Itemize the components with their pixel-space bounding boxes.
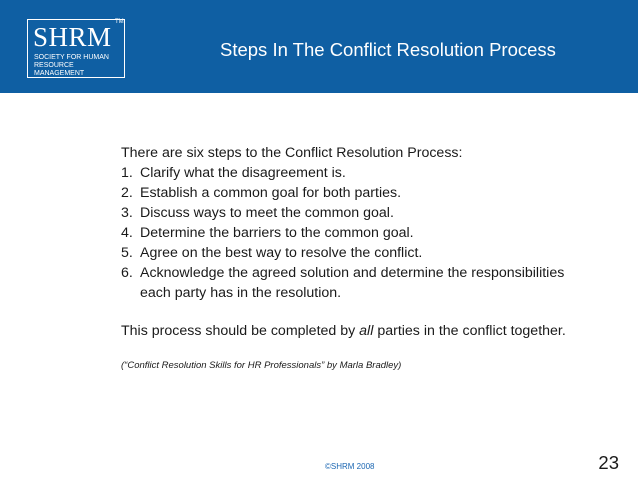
note-emphasis: all xyxy=(359,323,374,339)
logo-mark: SHRM xyxy=(33,22,112,52)
step-text: Determine the barriers to the common goal. xyxy=(140,225,414,241)
slide-body xyxy=(121,143,591,373)
logo-subtitle: SOCIETY FOR HUMAN RESOURCE MANAGEMENT xyxy=(34,54,109,77)
step-text: Clarify what the disagreement is. xyxy=(140,165,346,181)
source-citation: (“Conflict Resolution Skills for HR Professionals” by Marla Bradley) xyxy=(121,360,402,371)
step-text: Establish a common goal for both parties. xyxy=(140,185,402,201)
step-number: 2. xyxy=(121,185,133,201)
slide-header xyxy=(0,0,638,93)
step-item xyxy=(121,243,591,263)
step-number: 3. xyxy=(121,205,133,221)
step-item xyxy=(121,263,591,303)
trademark-symbol: TM xyxy=(115,19,124,25)
page-number: 23 xyxy=(598,452,619,473)
intro-text: There are six steps to the Conflict Resolution Process: xyxy=(121,145,463,161)
step-number: 4. xyxy=(121,225,133,241)
step-text: Agree on the best way to resolve the conflict. xyxy=(140,245,423,261)
step-item xyxy=(121,223,591,243)
step-number: 1. xyxy=(121,165,133,181)
step-text: Discuss ways to meet the common goal. xyxy=(140,205,394,221)
slide-title: Steps In The Conflict Resolution Process xyxy=(220,39,556,60)
step-number: 5. xyxy=(121,245,133,261)
step-item xyxy=(121,203,591,223)
step-item xyxy=(121,183,591,203)
copyright-text: ©SHRM 2008 xyxy=(325,462,375,471)
note-before: This process should be completed by xyxy=(121,323,360,339)
shrm-logo xyxy=(27,19,125,78)
completion-note xyxy=(121,321,591,341)
conflict-resolution-steps xyxy=(121,163,591,303)
step-number: 6. xyxy=(121,265,133,281)
step-item xyxy=(121,163,591,183)
note-after: parties in the conflict together. xyxy=(373,323,566,339)
step-text: Acknowledge the agreed solution and determine the responsibilities each party has in the resolution. xyxy=(140,265,565,301)
